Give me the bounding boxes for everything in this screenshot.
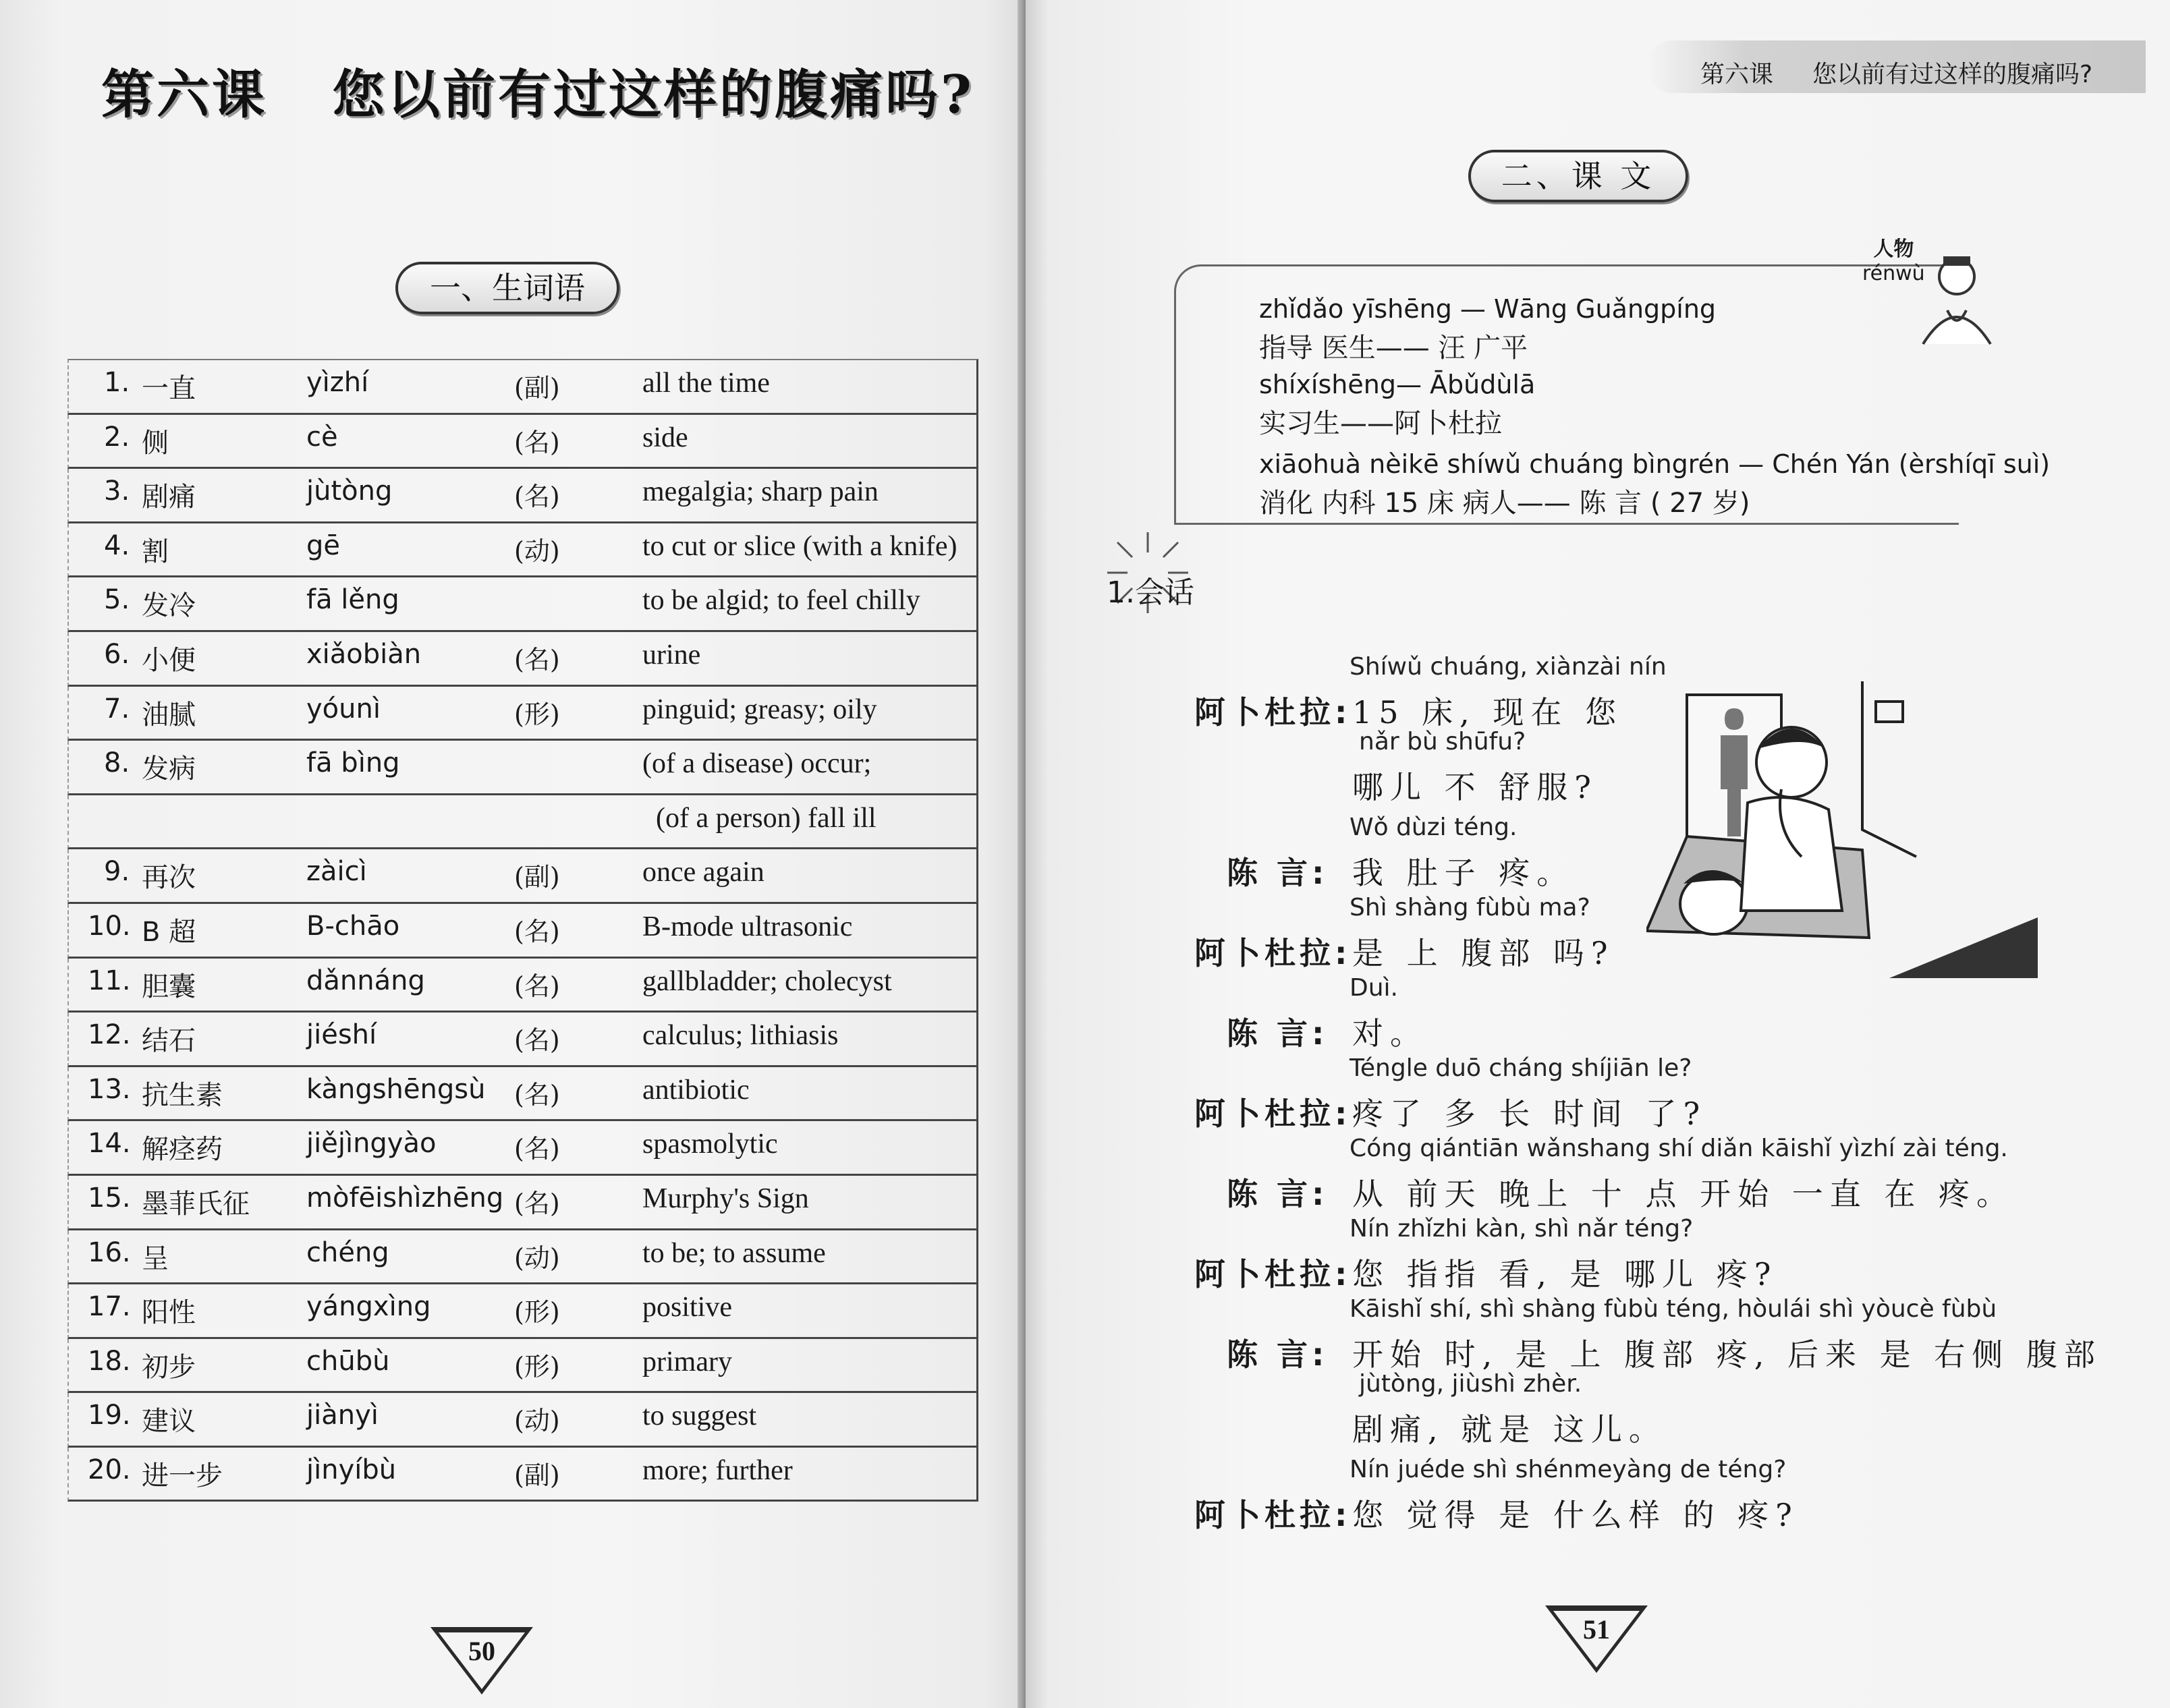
vocab-hanzi: 剧痛 bbox=[142, 482, 196, 513]
left-page bbox=[0, 0, 1026, 1708]
vocab-english: urine bbox=[642, 639, 701, 671]
vocab-pinyin: fā bìng bbox=[306, 747, 400, 779]
vocab-row bbox=[67, 959, 978, 1013]
dialog-speaker: 阿卜杜拉: bbox=[1194, 935, 1352, 971]
vocab-part-of-speech: (名) bbox=[514, 916, 560, 946]
vocab-part-of-speech: (形) bbox=[514, 699, 560, 729]
vocab-number: 16. bbox=[88, 1236, 131, 1268]
vocab-part-of-speech: (名) bbox=[514, 427, 560, 457]
vocab-part-of-speech: (名) bbox=[514, 1188, 560, 1218]
vocab-english: gallbladder; cholecyst bbox=[642, 965, 892, 997]
dialog-speaker: 陈 言: bbox=[1227, 1336, 1329, 1373]
vocab-pinyin: jiéshí bbox=[306, 1019, 377, 1051]
vocab-pinyin: B-chāo bbox=[306, 910, 400, 942]
vocab-english: calculus; lithiasis bbox=[642, 1020, 839, 1052]
vocab-hanzi: 进一步 bbox=[142, 1460, 223, 1491]
text-section-label: 二、课 文 bbox=[1468, 150, 1688, 202]
dialog-speaker: 陈 言: bbox=[1227, 855, 1329, 891]
vocab-pinyin: kàngshēngsù bbox=[306, 1073, 486, 1105]
dialog-speaker: 阿卜杜拉: bbox=[1194, 1497, 1352, 1533]
vocab-row bbox=[67, 1284, 978, 1339]
vocab-english: B-mode ultrasonic bbox=[642, 911, 853, 942]
dialog-hanzi: 15 床, 现在 您 bbox=[1352, 694, 1623, 731]
vocab-english: to cut or slice (with a knife) bbox=[642, 530, 957, 562]
vocab-hanzi: 阳性 bbox=[142, 1297, 196, 1329]
vocab-row bbox=[67, 741, 978, 795]
vocab-row bbox=[67, 577, 978, 632]
vocab-part-of-speech: (名) bbox=[514, 482, 560, 512]
dialog-pinyin: Shíwǔ chuáng, xiànzài nín bbox=[1350, 653, 1667, 681]
dialog-hanzi: 开始 时, 是 上 腹部 疼, 后来 是 右侧 腹部 bbox=[1352, 1336, 2102, 1373]
dialog-pinyin-cont: jùtòng, jiùshì zhèr. bbox=[1359, 1370, 1582, 1398]
lesson-title bbox=[101, 53, 974, 128]
dialog-speaker: 阿卜杜拉: bbox=[1194, 694, 1352, 731]
vocab-pinyin: gē bbox=[306, 530, 340, 561]
vocab-english: to be; to assume bbox=[642, 1237, 826, 1269]
vocab-pinyin: dǎnnáng bbox=[306, 965, 425, 996]
vocab-english: megalgia; sharp pain bbox=[642, 476, 879, 508]
dialog-pinyin: Téngle duō cháng shíjiān le? bbox=[1350, 1054, 1692, 1082]
vocab-hanzi: 抗生素 bbox=[142, 1079, 223, 1111]
running-header-title: 您以前有过这样的腹痛吗? bbox=[1812, 61, 2093, 88]
running-header-lesson: 第六课 bbox=[1700, 61, 1774, 88]
dialog-pinyin: Shì shàng fùbù ma? bbox=[1350, 894, 1590, 921]
vocab-pinyin: yìzhí bbox=[306, 367, 369, 398]
dialog-hanzi-cont: 哪儿 不 舒服? bbox=[1352, 769, 1598, 805]
vocab-row bbox=[67, 904, 978, 959]
vocab-pinyin: mòfēishìzhēng bbox=[306, 1182, 504, 1214]
vocab-hanzi: 发病 bbox=[142, 753, 196, 785]
vocab-english: more; further bbox=[642, 1454, 793, 1486]
vocab-number: 5. bbox=[104, 584, 130, 616]
dialog-hanzi: 我 肚子 疼。 bbox=[1352, 855, 1575, 891]
vocab-row bbox=[67, 359, 978, 415]
vocab-hanzi: 再次 bbox=[142, 862, 196, 894]
dialog-hanzi-cont: 剧痛, 就是 这儿。 bbox=[1352, 1411, 1667, 1448]
vocab-hanzi: 初步 bbox=[142, 1351, 196, 1383]
cast-2-han: 实习生——阿卜杜拉 bbox=[1259, 408, 1502, 439]
vocab-hanzi: 解痉药 bbox=[142, 1134, 223, 1166]
dialog-pinyin: Duì. bbox=[1350, 974, 1398, 1002]
vocab-english: primary bbox=[642, 1346, 732, 1377]
vocab-pinyin: yóunì bbox=[306, 693, 381, 724]
dialog-pinyin-cont: nǎr bù shūfu? bbox=[1359, 728, 1526, 756]
vocab-part-of-speech: (名) bbox=[514, 1079, 560, 1110]
vocab-pinyin: cè bbox=[306, 421, 338, 453]
vocab-english: side bbox=[642, 422, 688, 453]
vocab-number: 20. bbox=[88, 1454, 131, 1485]
dialog-pinyin: Wǒ dùzi téng. bbox=[1350, 814, 1518, 841]
vocab-row bbox=[67, 469, 978, 523]
vocab-pinyin: xiǎobiàn bbox=[306, 638, 422, 670]
vocab-english: to suggest bbox=[642, 1400, 757, 1432]
vocab-part-of-speech: (形) bbox=[514, 1297, 560, 1328]
vocab-pinyin: jùtòng bbox=[306, 476, 393, 507]
vocab-english: Murphy's Sign bbox=[642, 1183, 809, 1214]
vocab-number: 1. bbox=[104, 367, 130, 398]
cast-3-han: 消化 内科 15 床 病人—— 陈 言 ( 27 岁) bbox=[1259, 488, 1750, 519]
cast-label-han: 人物 bbox=[1873, 237, 1914, 261]
vocab-row bbox=[67, 1448, 978, 1502]
vocab-hanzi: 油腻 bbox=[142, 699, 196, 731]
vocab-row bbox=[67, 523, 978, 578]
vocab-number: 11. bbox=[88, 965, 131, 996]
dialog-speaker: 陈 言: bbox=[1227, 1176, 1329, 1212]
vocab-number: 3. bbox=[104, 476, 130, 507]
doctor-icon bbox=[1910, 250, 2011, 351]
vocab-pinyin: jiànyì bbox=[306, 1400, 379, 1431]
vocab-number: 15. bbox=[88, 1182, 131, 1214]
dialog-hanzi: 从 前天 晚上 十 点 开始 一直 在 疼。 bbox=[1352, 1176, 2014, 1212]
vocab-hanzi: 发冷 bbox=[142, 590, 196, 622]
dialog-pinyin: Cóng qiántiān wǎnshang shí diǎn kāishǐ yìzhí zài téng. bbox=[1350, 1135, 2008, 1162]
cast-2-pinyin: shíxíshēng— Ābǔdùlā bbox=[1259, 370, 1536, 399]
vocab-english: once again bbox=[642, 857, 764, 888]
vocab-number: 18. bbox=[88, 1345, 131, 1377]
vocab-english: positive bbox=[642, 1292, 732, 1323]
vocab-row bbox=[67, 849, 978, 904]
vocab-hanzi: 建议 bbox=[142, 1406, 196, 1437]
vocab-pinyin: chūbù bbox=[306, 1345, 390, 1377]
dialog-speaker: 陈 言: bbox=[1227, 1015, 1329, 1052]
vocab-row bbox=[67, 687, 978, 741]
vocab-english: spasmolytic bbox=[642, 1129, 778, 1160]
cast-3-pinyin: xiāohuà nèikē shíwǔ chuáng bìngrén — Chén Yán (èrshíqī suì) bbox=[1259, 449, 2051, 479]
vocab-number: 10. bbox=[88, 910, 131, 942]
vocab-hanzi: 呈 bbox=[142, 1243, 169, 1274]
vocab-row bbox=[67, 632, 978, 687]
running-header bbox=[1646, 40, 2146, 93]
vocab-list bbox=[67, 359, 978, 1502]
vocab-number: 17. bbox=[88, 1291, 131, 1323]
vocab-row bbox=[67, 1339, 978, 1394]
vocab-row bbox=[67, 1176, 978, 1230]
vocab-hanzi: 侧 bbox=[142, 427, 169, 459]
vocab-part-of-speech: (名) bbox=[514, 644, 560, 675]
vocab-part-of-speech: (名) bbox=[514, 971, 560, 1001]
vocab-part-of-speech: (动) bbox=[514, 1243, 560, 1273]
dialog-speaker: 阿卜杜拉: bbox=[1194, 1095, 1352, 1132]
dialog-hanzi: 疼了 多 长 时间 了? bbox=[1352, 1095, 1707, 1132]
lesson-question: 您以前有过这样的腹痛吗? bbox=[332, 64, 974, 125]
vocab-number: 4. bbox=[104, 530, 130, 561]
cast-1-han: 指导 医生—— 汪 广平 bbox=[1259, 333, 1528, 364]
vocab-part-of-speech: (名) bbox=[514, 1134, 560, 1164]
cast-label-pinyin: rénwù bbox=[1862, 262, 1925, 285]
vocab-part-of-speech: (副) bbox=[514, 373, 560, 403]
vocab-hanzi: 割 bbox=[142, 536, 169, 567]
vocab-hanzi: 一直 bbox=[142, 373, 196, 404]
page-number-right: 51 bbox=[1583, 1614, 1610, 1645]
vocab-row bbox=[67, 1230, 978, 1285]
vocab-row bbox=[67, 1393, 978, 1448]
vocab-part-of-speech: (副) bbox=[514, 862, 560, 892]
dialog-hanzi: 您 觉得 是 什么样 的 疼? bbox=[1352, 1497, 1799, 1533]
vocab-part-of-speech: (名) bbox=[514, 1025, 560, 1056]
vocab-part-of-speech: (动) bbox=[514, 536, 560, 566]
vocab-pinyin: jìnyíbù bbox=[306, 1454, 397, 1485]
vocab-english: antibiotic bbox=[642, 1074, 750, 1106]
dialog-speaker: 阿卜杜拉: bbox=[1194, 1256, 1352, 1292]
vocab-pinyin: fā lěng bbox=[306, 584, 399, 616]
vocab-row bbox=[67, 415, 978, 469]
dialog-pinyin: Nín zhǐzhi kàn, shì nǎr téng? bbox=[1350, 1215, 1694, 1243]
dialog-hanzi: 您 指指 看, 是 哪儿 疼? bbox=[1352, 1256, 1778, 1292]
vocab-english: pinguid; greasy; oily bbox=[642, 693, 877, 725]
vocab-english: (of a disease) occur; bbox=[642, 748, 872, 780]
vocab-hanzi: 墨菲氏征 bbox=[142, 1188, 250, 1220]
vocab-part-of-speech: (形) bbox=[514, 1351, 560, 1382]
vocab-number: 2. bbox=[104, 421, 130, 453]
vocab-row bbox=[67, 1067, 978, 1122]
vocab-english: all the time bbox=[642, 368, 770, 399]
lesson-number: 第六课 bbox=[101, 64, 268, 125]
vocab-pinyin: chéng bbox=[306, 1236, 389, 1268]
vocab-hanzi: 结石 bbox=[142, 1025, 196, 1057]
vocab-row bbox=[67, 1121, 978, 1176]
vocab-number: 19. bbox=[88, 1400, 131, 1431]
cast-1-pinyin: zhǐdǎo yīshēng — Wāng Guǎngpíng bbox=[1259, 294, 1717, 324]
vocab-pinyin: zàicì bbox=[306, 856, 367, 888]
vocab-pinyin: jiějìngyào bbox=[306, 1128, 437, 1160]
vocab-section-label: 一、生词语 bbox=[395, 262, 619, 314]
vocab-number: 8. bbox=[104, 747, 130, 779]
dialog-hanzi: 是 上 腹部 吗? bbox=[1352, 935, 1615, 971]
vocab-row bbox=[67, 1013, 978, 1067]
vocab-number: 14. bbox=[88, 1128, 131, 1160]
vocab-pinyin: yángxìng bbox=[306, 1291, 431, 1323]
doctor-examining-patient-illustration bbox=[1646, 681, 2051, 1019]
vocab-number: 13. bbox=[88, 1073, 131, 1105]
vocab-number: 12. bbox=[88, 1019, 131, 1051]
vocab-part-of-speech: (副) bbox=[514, 1460, 560, 1490]
page-number-left: 50 bbox=[468, 1636, 495, 1666]
dialog-hanzi: 对。 bbox=[1352, 1015, 1428, 1052]
dialog-heading: 1.会话 bbox=[1107, 575, 1194, 610]
vocab-number: 6. bbox=[104, 638, 130, 670]
vocab-part-of-speech: (动) bbox=[514, 1406, 560, 1436]
vocab-hanzi: 小便 bbox=[142, 644, 196, 676]
vocab-row bbox=[67, 795, 978, 850]
dialog-pinyin: Kāishǐ shí, shì shàng fùbù téng, hòulái shì yòucè fùbù bbox=[1350, 1295, 1997, 1323]
vocab-hanzi: 胆囊 bbox=[142, 971, 196, 1002]
vocab-number: 7. bbox=[104, 693, 130, 724]
vocab-hanzi: B 超 bbox=[142, 916, 196, 948]
vocab-english: (of a person) fall ill bbox=[656, 802, 877, 834]
dialog-pinyin: Nín juéde shì shénmeyàng de téng? bbox=[1350, 1456, 1787, 1483]
vocab-english: to be algid; to feel chilly bbox=[642, 585, 920, 617]
vocab-number: 9. bbox=[104, 856, 130, 888]
